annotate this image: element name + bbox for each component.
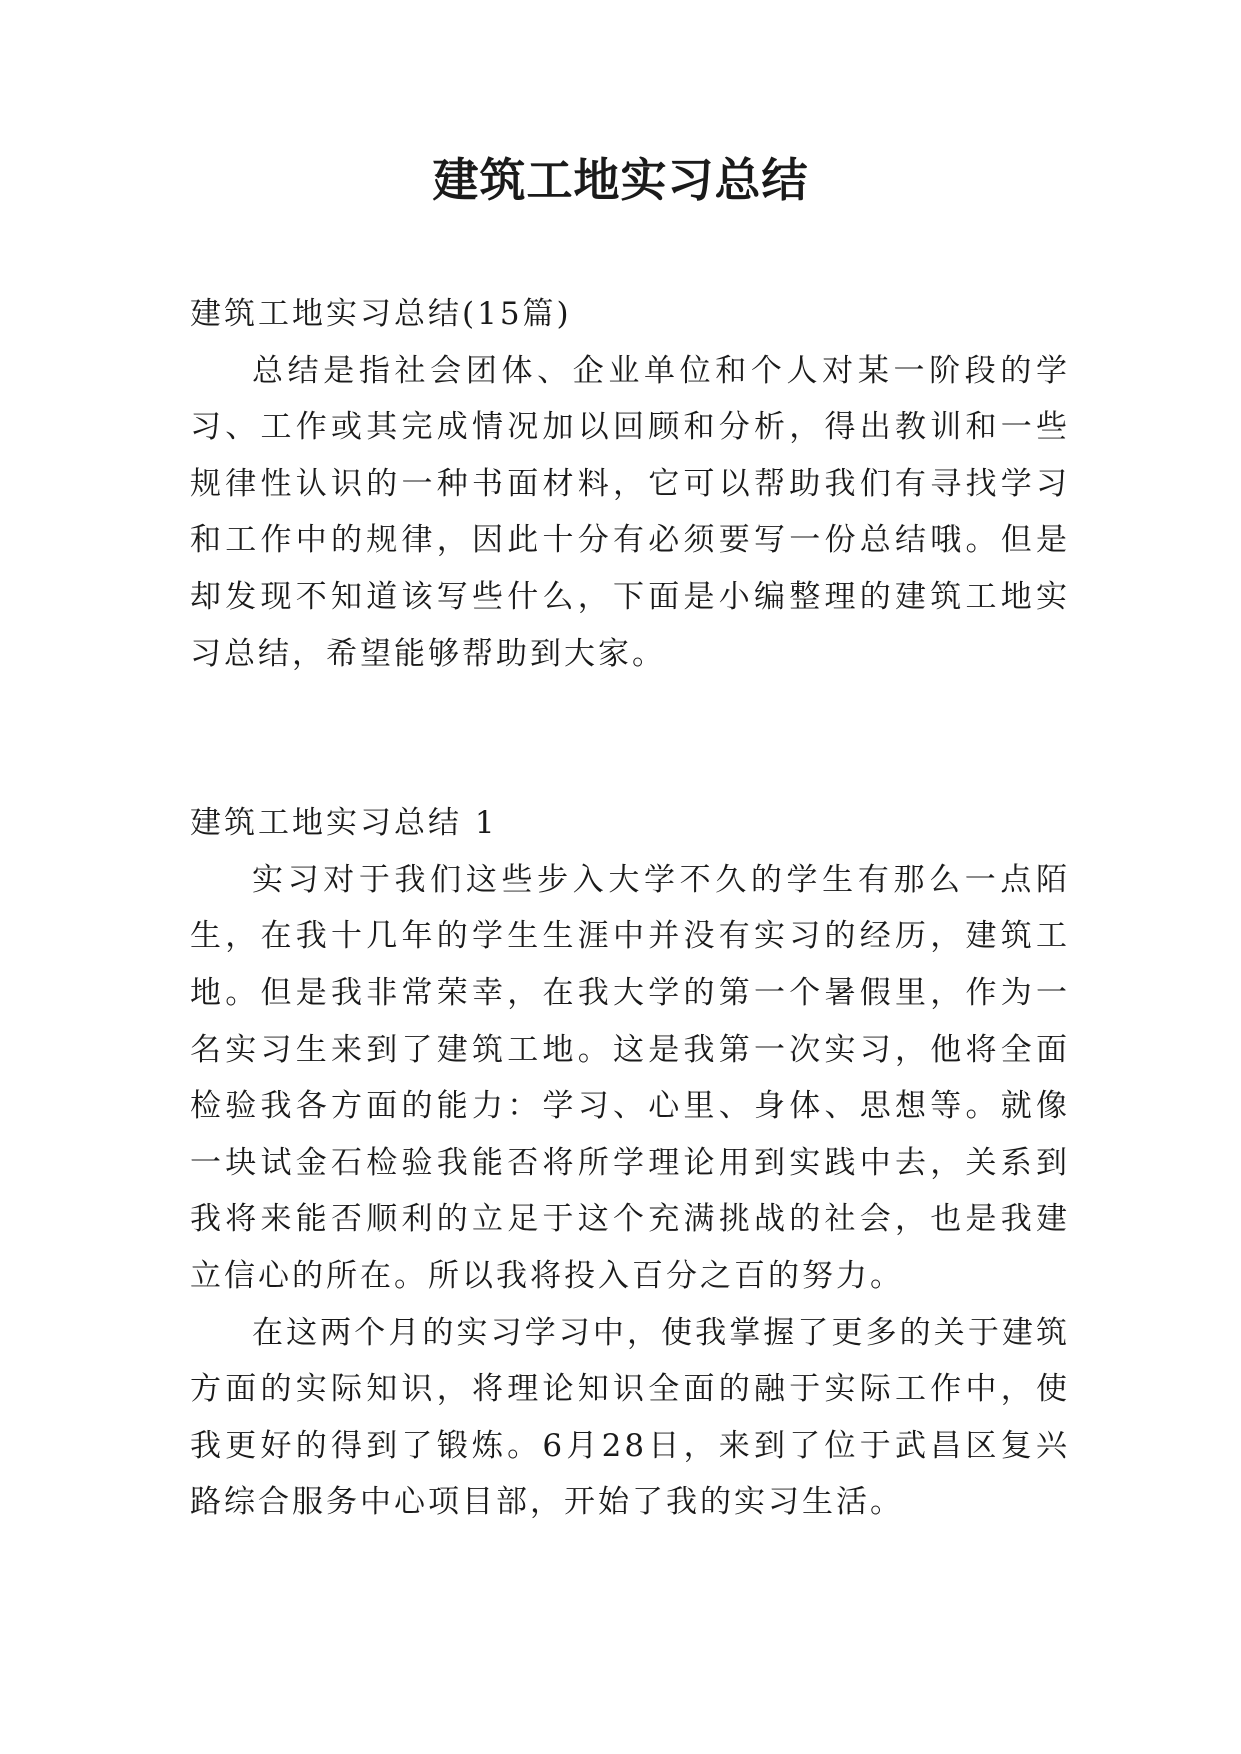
document-subtitle: 建筑工地实习总结(15篇) bbox=[190, 296, 572, 332]
section-spacer bbox=[190, 682, 1070, 795]
body-paragraph-1: 实习对于我们这些步入大学不久的学生有那么一点陌生，在我十几年的学生生涯中并没有实习的经历，建筑工地。但是我非常荣幸，在我大学的第一个暑假里，作为一名实习生来到了建筑工地。这是我第一次实习，他将全面检验我各方面的能力：学习、心里、身体、思想等。就像一块试金石检验我能否将所学理论用到实践中去，关系到我将来能否顺利的立足于这个充满挑战的社会，也是我建立信心的所在。所以我将投入百分之百的努力。 bbox=[190, 861, 1070, 1294]
section-heading: 建筑工地实习总结 1 bbox=[190, 805, 498, 842]
intro-paragraph: 总结是指社会团体、企业单位和个人对某一阶段的学习、工作或其完成情况加以回顾和分析，得出教训和一些规律性认识的一种书面材料，它可以帮助我们有寻找学习和工作中的规律，因此十分有必须要写一份总结哦。但是却发现不知道该写些什么，下面是小编整理的建筑工地实习总结，希望能够帮助到大家。 bbox=[190, 352, 1070, 672]
body-paragraph-2: 在这两个月的实习学习中，使我掌握了更多的关于建筑方面的实际知识，将理论知识全面的融于实际工作中，使我更好的得到了锻炼。6月28日，来到了位于武昌区复兴路综合服务中心项目部，开始了我的实习生活。 bbox=[190, 1314, 1070, 1521]
document-title: 建筑工地实习总结 bbox=[432, 153, 809, 207]
document-body bbox=[190, 286, 1070, 1531]
